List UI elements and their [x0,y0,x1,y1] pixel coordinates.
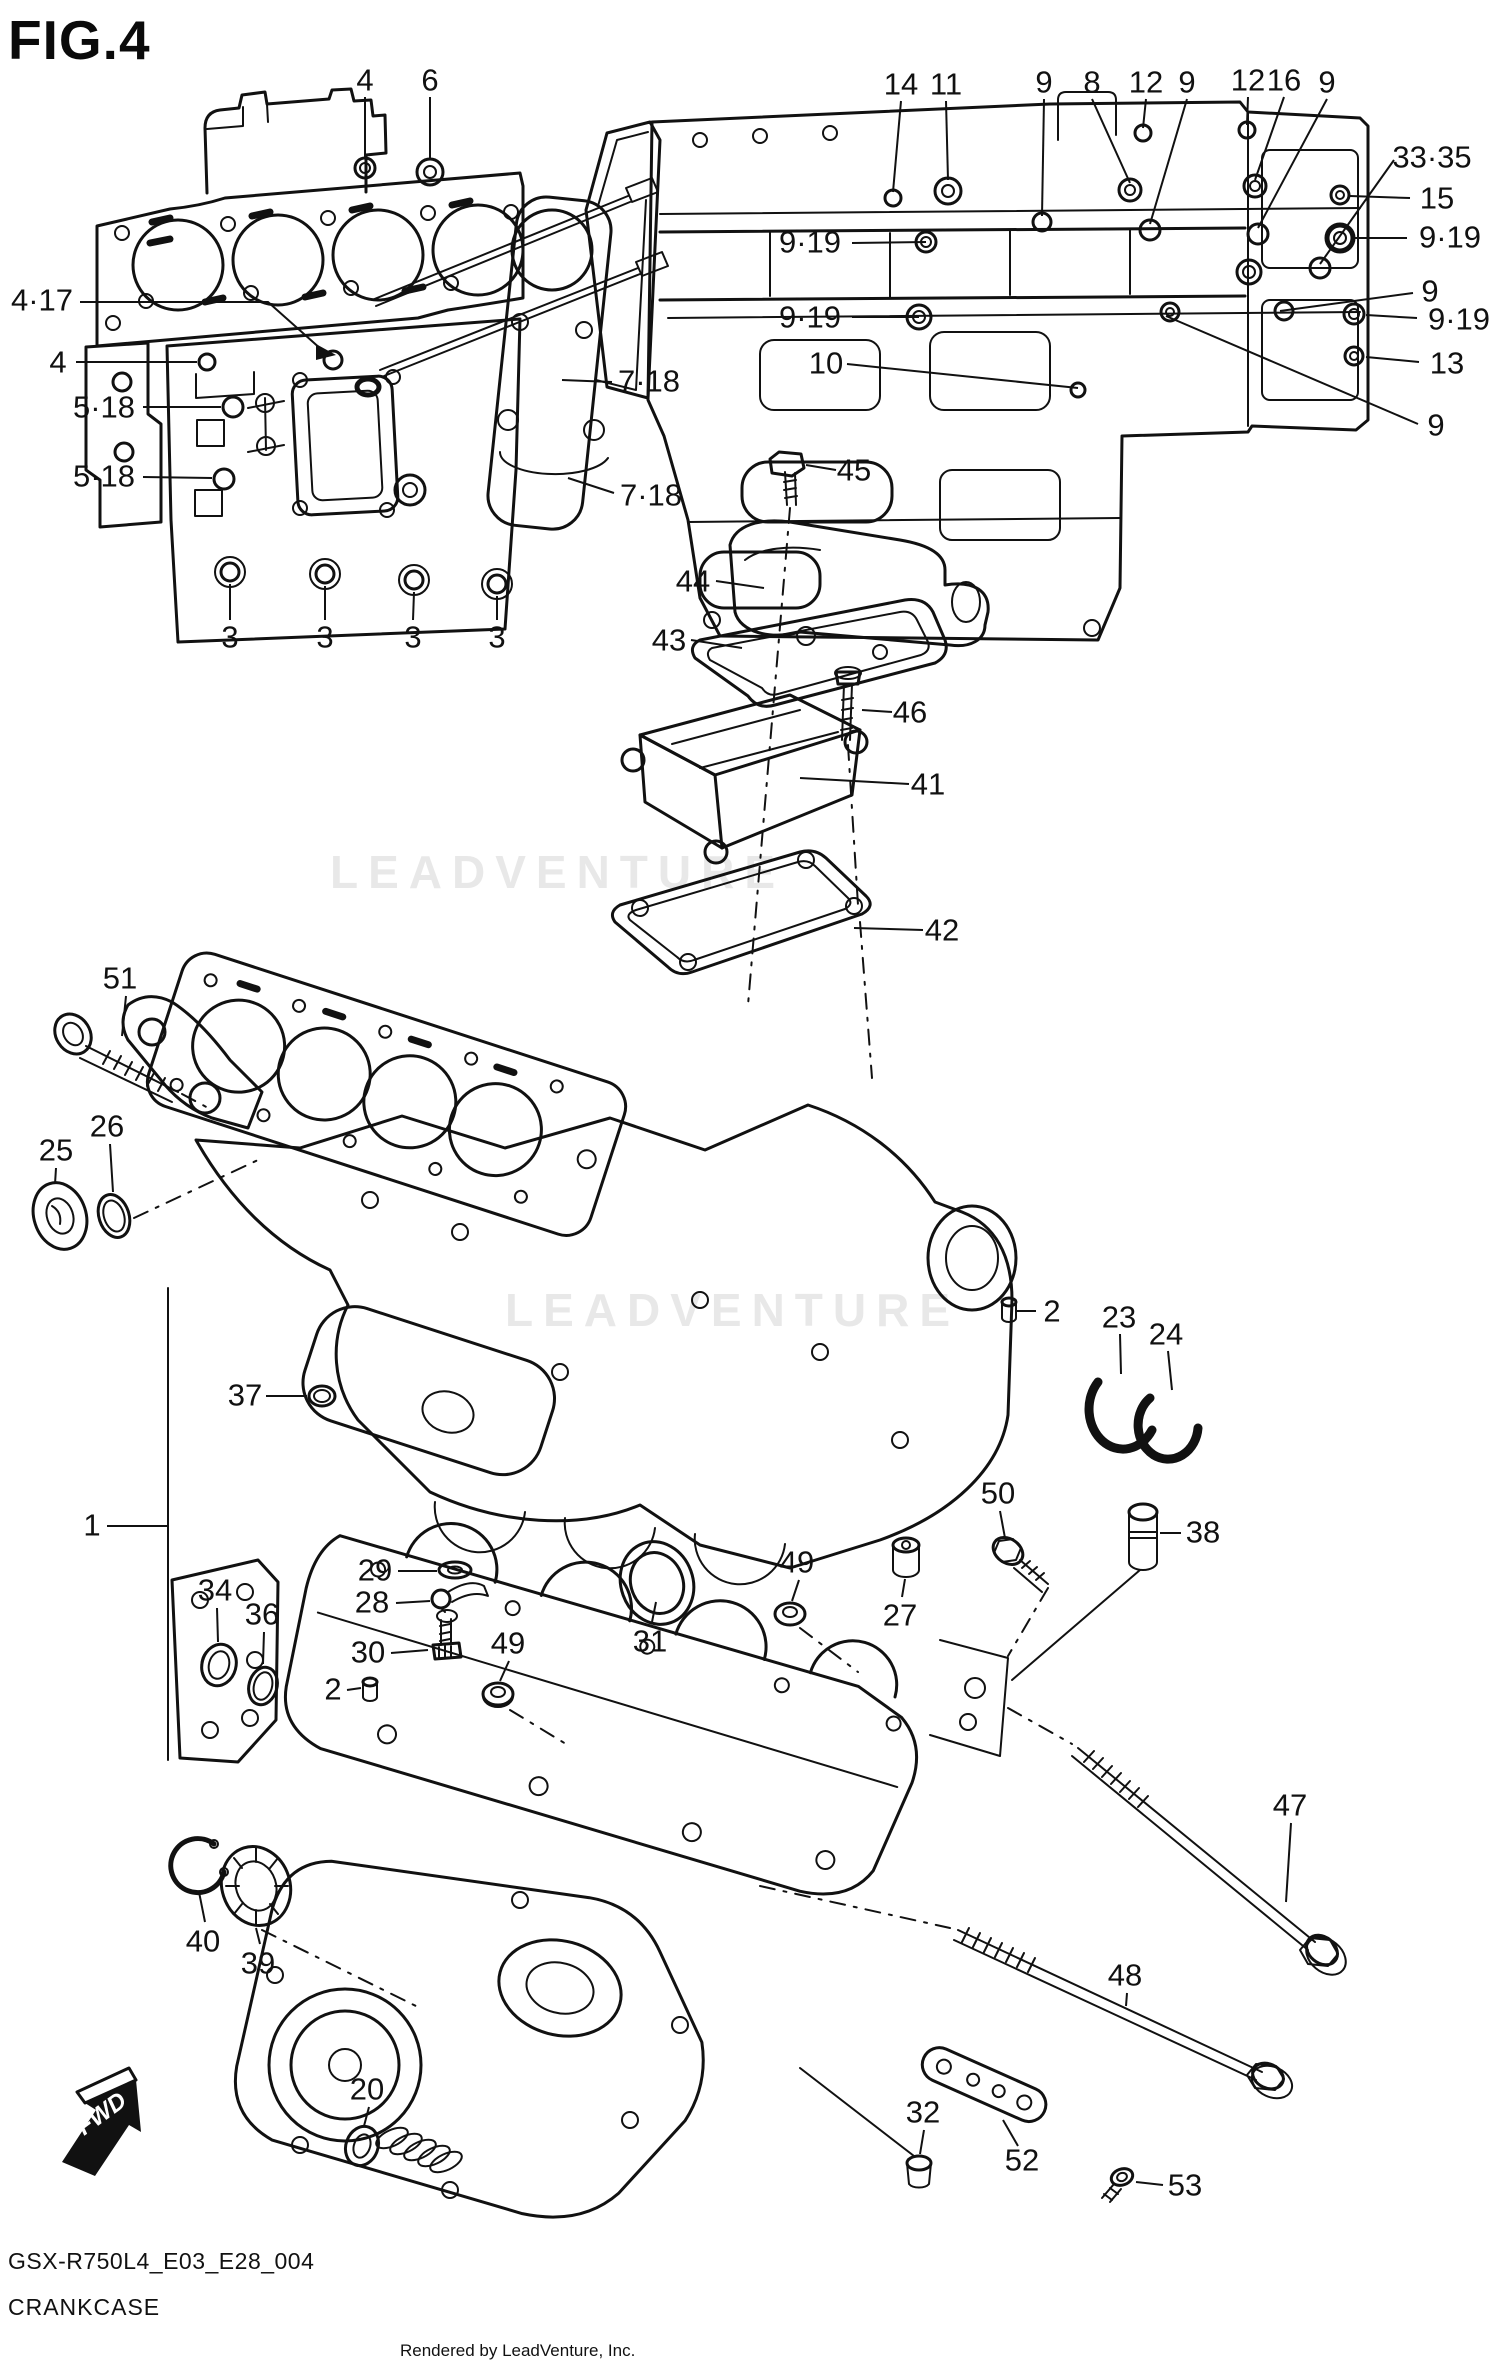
callout-12: 12 [1230,62,1266,98]
callout-40: 40 [185,1923,221,1959]
leader-line-41 [800,778,909,784]
callout-7·18: 7·18 [617,363,681,399]
callout-9·19: 9·19 [778,299,842,335]
callout-3: 3 [488,619,506,655]
callout-16: 16 [1266,62,1302,98]
callout-1: 1 [83,1507,101,1543]
leader-line-49 [500,1661,509,1681]
callout-26: 26 [89,1108,125,1144]
callout-4: 4 [356,62,374,98]
callout-9·19: 9·19 [1418,219,1482,255]
leader-line-51 [122,996,126,1036]
callout-14: 14 [883,66,919,102]
callout-27: 27 [882,1597,918,1633]
leader-line-3 [413,592,414,620]
callout-48: 48 [1107,1957,1143,1993]
leader-line-9·19 [852,242,926,243]
callout-49: 49 [779,1544,815,1580]
leader-line-7·18 [562,380,612,382]
leader-line-53 [1136,2182,1163,2185]
leader-line-31 [652,1602,656,1622]
leader-line-14 [893,101,901,192]
callout-32: 32 [905,2094,941,2130]
callout-3: 3 [404,619,422,655]
leader-line-9 [1166,316,1418,424]
callout-3: 3 [316,619,334,655]
callout-4: 4 [49,344,67,380]
leader-line-24 [1168,1351,1172,1390]
leader-line-49 [792,1580,799,1601]
callout-46: 46 [892,694,928,730]
watermark-text: LEADVENTURE [505,1284,961,1336]
callout-9·19: 9·19 [1427,301,1491,337]
callout-3: 3 [221,619,239,655]
callout-2: 2 [324,1671,342,1707]
leader-line-40 [199,1892,205,1922]
callout-28: 28 [354,1584,390,1620]
leader-line-9 [1042,99,1044,216]
leader-line-20 [364,2107,369,2126]
leader-line-45 [806,465,836,470]
leader-line-36 [263,1632,264,1664]
callout-37: 37 [227,1377,263,1413]
figure-title: FIG.4 [8,9,151,71]
callout-25: 25 [38,1132,74,1168]
callout-53: 53 [1167,2167,1203,2203]
leader-line-8 [1092,99,1130,183]
callout-4·17: 4·17 [10,282,74,318]
leader-line-30 [391,1650,428,1653]
callout-51: 51 [102,960,138,996]
footer-part-code: GSX-R750L4_E03_E28_004 [8,2248,315,2274]
leader-line-47 [1286,1823,1291,1902]
callout-47: 47 [1272,1787,1308,1823]
leader-line-34 [217,1608,218,1642]
callout-38: 38 [1185,1514,1221,1550]
callout-23: 23 [1101,1299,1137,1335]
callout-39: 39 [240,1945,276,1981]
callout-24: 24 [1148,1316,1184,1352]
callout-9: 9 [1421,273,1439,309]
callout-9: 9 [1427,407,1445,443]
leader-line-10 [847,364,1078,388]
callout-20: 20 [349,2071,385,2107]
callout-9: 9 [1178,64,1196,100]
leader-line-5·18 [143,477,212,478]
callout-13: 13 [1429,345,1465,381]
callout-42: 42 [924,912,960,948]
footer-rendered-by: Rendered by LeadVenture, Inc. [400,2341,636,2360]
leader-line-9 [1150,99,1187,224]
callout-8: 8 [1083,64,1101,100]
callout-9: 9 [1318,64,1336,100]
callout-12: 12 [1128,64,1164,100]
leader-line-26 [110,1144,113,1192]
leader-line-46 [862,710,892,712]
callout-9·19: 9·19 [778,224,842,260]
fwd-label: FWD [71,2086,132,2141]
leader-line-32 [920,2130,924,2154]
callout-52: 52 [1004,2142,1040,2178]
leader-line-9 [1258,99,1327,228]
callout-6: 6 [421,62,439,98]
callout-49: 49 [490,1625,526,1661]
callout-50: 50 [980,1475,1016,1511]
leader-line-50 [1000,1511,1005,1538]
leader-line-4·17 [80,302,322,350]
callout-5·18: 5·18 [72,458,136,494]
leader-line-13 [1366,357,1419,362]
callout-43: 43 [651,622,687,658]
leader-line-7·18 [568,478,614,493]
watermark-text: LEADVENTURE [330,846,786,898]
callout-7·18: 7·18 [619,477,683,513]
callout-36: 36 [244,1596,280,1632]
leader-line-12 [1143,99,1146,128]
leader-line-43 [691,640,742,648]
callout-11: 11 [929,66,963,102]
leader-line-44 [716,581,764,588]
leader-line-25 [55,1168,56,1184]
leader-line-15 [1350,196,1410,198]
leader-line-33·35 [1320,160,1394,264]
leader-line-12 [1247,97,1248,125]
callout-34: 34 [197,1572,233,1608]
leader-line-11 [946,101,948,180]
leader-line-28 [396,1601,430,1603]
callout-15: 15 [1419,180,1455,216]
leader-line-42 [854,928,923,930]
leader-line-9·19 [1366,315,1417,318]
callout-29: 29 [357,1552,393,1588]
callout-5·18: 5·18 [72,389,136,425]
callout-44: 44 [675,563,711,599]
leader-line-23 [1120,1334,1121,1374]
leader-line-48 [1126,1993,1127,2006]
callout-45: 45 [836,452,872,488]
callout-10: 10 [808,345,844,381]
leader-line-16 [1255,97,1284,180]
footer-figure-name: CRANKCASE [8,2294,161,2320]
leader-line-2 [347,1688,361,1690]
callout-33·35: 33·35 [1392,139,1472,175]
leader-line-39 [256,1928,260,1944]
callout-31: 31 [632,1623,668,1659]
callout-30: 30 [350,1634,386,1670]
callout-9: 9 [1035,64,1053,100]
callout-2: 2 [1043,1293,1061,1329]
leader-line-27 [902,1579,905,1597]
leader-line-9 [1280,293,1413,311]
callout-41: 41 [910,766,946,802]
